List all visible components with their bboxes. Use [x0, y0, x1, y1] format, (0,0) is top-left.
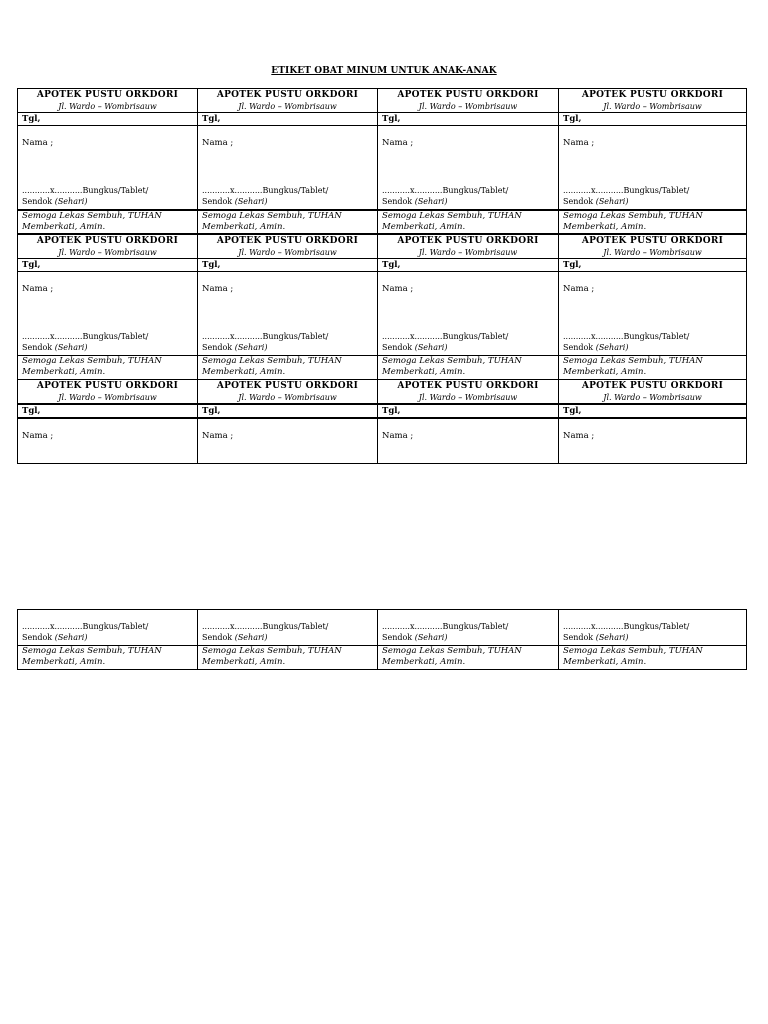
wish-line-2: Memberkati, Amin.	[382, 657, 466, 667]
dose-amount-line: ...........x...........Bungkus/Tablet/	[202, 331, 329, 341]
pharmacy-name: APOTEK PUSTU ORKDORI	[216, 235, 359, 246]
dose-instruction	[563, 185, 689, 207]
wish-cell	[198, 210, 378, 234]
document-title: ETIKET OBAT MINUM UNTUK ANAK-ANAK	[271, 66, 497, 76]
date-label: Tgl,	[563, 405, 582, 416]
date-cell	[198, 258, 378, 271]
dose-unit-text: Sendok	[202, 633, 235, 642]
name-row	[18, 126, 747, 210]
pharmacy-address: Jl. Wardo – Wombrisauw	[58, 247, 157, 257]
dose-unit-text: Sendok	[563, 633, 596, 642]
wish-line-2: Memberkati, Amin.	[382, 221, 466, 232]
wish-line-1: Semoga Lekas Sembuh, TUHAN	[202, 355, 342, 366]
date-cell	[18, 113, 198, 126]
wish-line-1: Semoga Lekas Sembuh, TUHAN	[563, 646, 703, 656]
dose-unit-text: Sendok	[382, 196, 415, 206]
wish-line-1: Semoga Lekas Sembuh, TUHAN	[22, 646, 162, 656]
date-label: Tgl,	[563, 114, 582, 124]
dose-frequency-text: (Sehari)	[54, 342, 88, 352]
name-cell	[378, 126, 559, 210]
date-label: Tgl,	[22, 405, 41, 416]
wish-line-1: Semoga Lekas Sembuh, TUHAN	[563, 355, 703, 366]
dose-instruction	[202, 621, 328, 643]
dose-cell	[198, 610, 378, 646]
name-cell	[198, 418, 378, 464]
label-header	[559, 89, 747, 113]
name-label: Nama ;	[22, 138, 54, 148]
name-cell	[18, 126, 198, 210]
dose-amount-line: ...........x...........Bungkus/Tablet/	[202, 622, 329, 631]
wish-line-1: Semoga Lekas Sembuh, TUHAN	[22, 210, 162, 221]
dose-unit-text: Sendok	[563, 342, 596, 352]
name-label: Nama ;	[382, 283, 414, 294]
date-label: Tgl,	[202, 114, 221, 124]
date-cell	[378, 113, 559, 126]
dose-unit-line	[563, 632, 689, 643]
wish-cell	[378, 355, 559, 379]
name-cell	[378, 271, 559, 355]
dose-unit-text: Sendok	[202, 196, 235, 206]
wish-line-2: Memberkati, Amin.	[563, 657, 647, 667]
pharmacy-name: APOTEK PUSTU ORKDORI	[581, 235, 724, 246]
dose-frequency-text: (Sehari)	[54, 633, 88, 642]
dose-unit-line	[382, 342, 508, 353]
date-label: Tgl,	[202, 259, 221, 270]
label-header	[18, 379, 198, 404]
wish-cell	[198, 355, 378, 379]
date-label: Tgl,	[382, 114, 401, 124]
date-cell	[378, 258, 559, 271]
pharmacy-address: Jl. Wardo – Wombrisauw	[603, 102, 702, 111]
pharmacy-name: APOTEK PUSTU ORKDORI	[397, 235, 539, 246]
name-label: Nama ;	[382, 138, 414, 148]
dose-frequency-text: (Sehari)	[595, 342, 629, 352]
date-cell	[559, 258, 747, 271]
pharmacy-address: Jl. Wardo – Wombrisauw	[418, 247, 518, 257]
dose-amount-line: ...........x...........Bungkus/Tablet/	[382, 185, 509, 195]
dose-instruction	[382, 621, 508, 643]
wish-line-2: Memberkati, Amin.	[563, 366, 647, 377]
dose-unit-line	[563, 196, 689, 207]
label-header	[559, 234, 747, 259]
dose-instruction	[22, 331, 148, 353]
label-header	[198, 234, 378, 259]
dose-instruction	[382, 185, 508, 207]
pharmacy-address: Jl. Wardo – Wombrisauw	[238, 392, 337, 402]
date-row	[18, 113, 747, 126]
name-label: Nama ;	[22, 430, 54, 441]
date-cell	[18, 404, 198, 418]
wish-cell	[18, 355, 198, 379]
wish-line-1: Semoga Lekas Sembuh, TUHAN	[382, 646, 522, 656]
wish-line-1: Semoga Lekas Sembuh, TUHAN	[202, 646, 342, 656]
dose-instruction	[563, 331, 689, 353]
label-header	[18, 89, 198, 113]
name-cell	[559, 418, 747, 464]
dose-instruction	[202, 331, 328, 353]
wish-line-1: Semoga Lekas Sembuh, TUHAN	[22, 355, 162, 366]
dose-cell	[559, 610, 747, 646]
name-cell	[18, 271, 198, 355]
dose-unit-line	[563, 342, 689, 353]
dose-instruction	[22, 185, 148, 207]
dose-unit-line	[382, 196, 508, 207]
date-cell	[559, 404, 747, 418]
dose-unit-text: Sendok	[22, 633, 55, 642]
date-cell	[378, 404, 559, 418]
dose-frequency-text: (Sehari)	[414, 196, 448, 206]
name-label: Nama ;	[202, 430, 234, 441]
dose-unit-line	[202, 632, 328, 643]
date-row	[18, 258, 747, 271]
wish-row	[18, 210, 747, 234]
dose-amount-line: ...........x...........Bungkus/Tablet/	[563, 331, 690, 341]
wish-row	[18, 355, 747, 379]
wish-line-2: Memberkati, Amin.	[563, 221, 647, 232]
wish-line-2: Memberkati, Amin.	[202, 221, 286, 232]
name-label: Nama ;	[382, 430, 414, 441]
dose-unit-line	[22, 196, 148, 207]
dose-instruction	[22, 621, 148, 643]
wish-line-2: Memberkati, Amin.	[382, 366, 466, 377]
name-row	[18, 418, 747, 464]
name-label: Nama ;	[563, 283, 595, 294]
pharmacy-name: APOTEK PUSTU ORKDORI	[216, 90, 359, 100]
header-row	[18, 234, 747, 259]
dose-unit-line	[202, 196, 328, 207]
dose-instruction	[202, 185, 328, 207]
pharmacy-address: Jl. Wardo – Wombrisauw	[418, 102, 518, 111]
dose-unit-text: Sendok	[22, 196, 55, 206]
wish-line-1: Semoga Lekas Sembuh, TUHAN	[202, 210, 342, 221]
pharmacy-name: APOTEK PUSTU ORKDORI	[36, 380, 179, 391]
name-label: Nama ;	[22, 283, 54, 294]
pharmacy-address: Jl. Wardo – Wombrisauw	[603, 392, 702, 402]
date-label: Tgl,	[382, 405, 401, 416]
dose-instruction	[563, 621, 689, 643]
dose-frequency-text: (Sehari)	[414, 342, 448, 352]
dose-frequency-text: (Sehari)	[234, 342, 268, 352]
wish-line-1: Semoga Lekas Sembuh, TUHAN	[382, 210, 522, 221]
pharmacy-name: APOTEK PUSTU ORKDORI	[397, 90, 539, 100]
pharmacy-address: Jl. Wardo – Wombrisauw	[418, 392, 518, 402]
label-grid-top	[17, 88, 747, 464]
dose-unit-text: Sendok	[22, 342, 55, 352]
pharmacy-name: APOTEK PUSTU ORKDORI	[581, 380, 724, 391]
wish-cell	[378, 210, 559, 234]
wish-line-1: Semoga Lekas Sembuh, TUHAN	[563, 210, 703, 221]
name-label: Nama ;	[563, 138, 595, 148]
header-row	[18, 379, 747, 404]
dose-unit-line	[382, 632, 508, 643]
name-row	[18, 271, 747, 355]
pharmacy-name: APOTEK PUSTU ORKDORI	[36, 235, 179, 246]
pharmacy-name: APOTEK PUSTU ORKDORI	[581, 90, 724, 100]
pharmacy-address: Jl. Wardo – Wombrisauw	[238, 102, 337, 111]
dose-amount-line: ...........x...........Bungkus/Tablet/	[22, 185, 149, 195]
date-label: Tgl,	[382, 259, 401, 270]
dose-amount-line: ...........x...........Bungkus/Tablet/	[563, 185, 690, 195]
dose-unit-text: Sendok	[382, 342, 415, 352]
date-cell	[559, 113, 747, 126]
label-header	[18, 234, 198, 259]
wish-line-1: Semoga Lekas Sembuh, TUHAN	[382, 355, 522, 366]
name-label: Nama ;	[202, 283, 234, 294]
dose-amount-line: ...........x...........Bungkus/Tablet/	[202, 185, 329, 195]
label-header	[559, 379, 747, 404]
wish-cell	[559, 210, 747, 234]
name-cell	[378, 418, 559, 464]
date-cell	[198, 404, 378, 418]
wish-line-2: Memberkati, Amin.	[22, 221, 106, 232]
dose-unit-line	[202, 342, 328, 353]
dose-frequency-text: (Sehari)	[595, 196, 629, 206]
label-header	[198, 379, 378, 404]
name-cell	[559, 126, 747, 210]
pharmacy-name: APOTEK PUSTU ORKDORI	[397, 380, 539, 391]
date-label: Tgl,	[22, 259, 41, 270]
label-grid-bottom	[17, 609, 747, 670]
wish-line-2: Memberkati, Amin.	[22, 657, 106, 667]
pharmacy-address: Jl. Wardo – Wombrisauw	[58, 102, 157, 111]
dose-frequency-text: (Sehari)	[595, 633, 629, 642]
dose-cell	[378, 610, 559, 646]
dose-amount-line: ...........x...........Bungkus/Tablet/	[22, 622, 149, 631]
dose-unit-line	[22, 342, 148, 353]
pharmacy-name: APOTEK PUSTU ORKDORI	[216, 380, 359, 391]
wish-cell	[18, 210, 198, 234]
date-label: Tgl,	[202, 405, 221, 416]
dose-frequency-text: (Sehari)	[54, 196, 88, 206]
pharmacy-name: APOTEK PUSTU ORKDORI	[36, 90, 179, 100]
label-header	[378, 234, 559, 259]
dose-amount-line: ...........x...........Bungkus/Tablet/	[22, 331, 149, 341]
dose-row	[18, 610, 747, 646]
pharmacy-address: Jl. Wardo – Wombrisauw	[238, 247, 337, 257]
date-row	[18, 404, 747, 418]
label-header	[198, 89, 378, 113]
dose-amount-line: ...........x...........Bungkus/Tablet/	[563, 622, 690, 631]
dose-frequency-text: (Sehari)	[414, 633, 448, 642]
dose-unit-text: Sendok	[382, 633, 415, 642]
name-cell	[198, 271, 378, 355]
wish-cell	[559, 646, 747, 670]
label-header	[378, 89, 559, 113]
dose-instruction	[382, 331, 508, 353]
pharmacy-address: Jl. Wardo – Wombrisauw	[603, 247, 702, 257]
wish-cell	[198, 646, 378, 670]
dose-unit-text: Sendok	[202, 342, 235, 352]
dose-amount-line: ...........x...........Bungkus/Tablet/	[382, 331, 509, 341]
wish-row	[18, 646, 747, 670]
dose-cell	[18, 610, 198, 646]
date-cell	[198, 113, 378, 126]
name-cell	[559, 271, 747, 355]
date-cell	[18, 258, 198, 271]
wish-cell	[378, 646, 559, 670]
label-header	[378, 379, 559, 404]
wish-line-2: Memberkati, Amin.	[22, 366, 106, 377]
dose-frequency-text: (Sehari)	[234, 196, 268, 206]
pharmacy-address: Jl. Wardo – Wombrisauw	[58, 392, 157, 402]
dose-amount-line: ...........x...........Bungkus/Tablet/	[382, 622, 509, 631]
name-label: Nama ;	[563, 430, 595, 441]
wish-cell	[18, 646, 198, 670]
name-cell	[198, 126, 378, 210]
name-cell	[18, 418, 198, 464]
date-label: Tgl,	[22, 114, 41, 124]
date-label: Tgl,	[563, 259, 582, 270]
dose-frequency-text: (Sehari)	[234, 633, 268, 642]
name-label: Nama ;	[202, 138, 234, 148]
wish-line-2: Memberkati, Amin.	[202, 657, 286, 667]
wish-line-2: Memberkati, Amin.	[202, 366, 286, 377]
header-row	[18, 89, 747, 113]
dose-unit-line	[22, 632, 148, 643]
dose-unit-text: Sendok	[563, 196, 596, 206]
wish-cell	[559, 355, 747, 379]
